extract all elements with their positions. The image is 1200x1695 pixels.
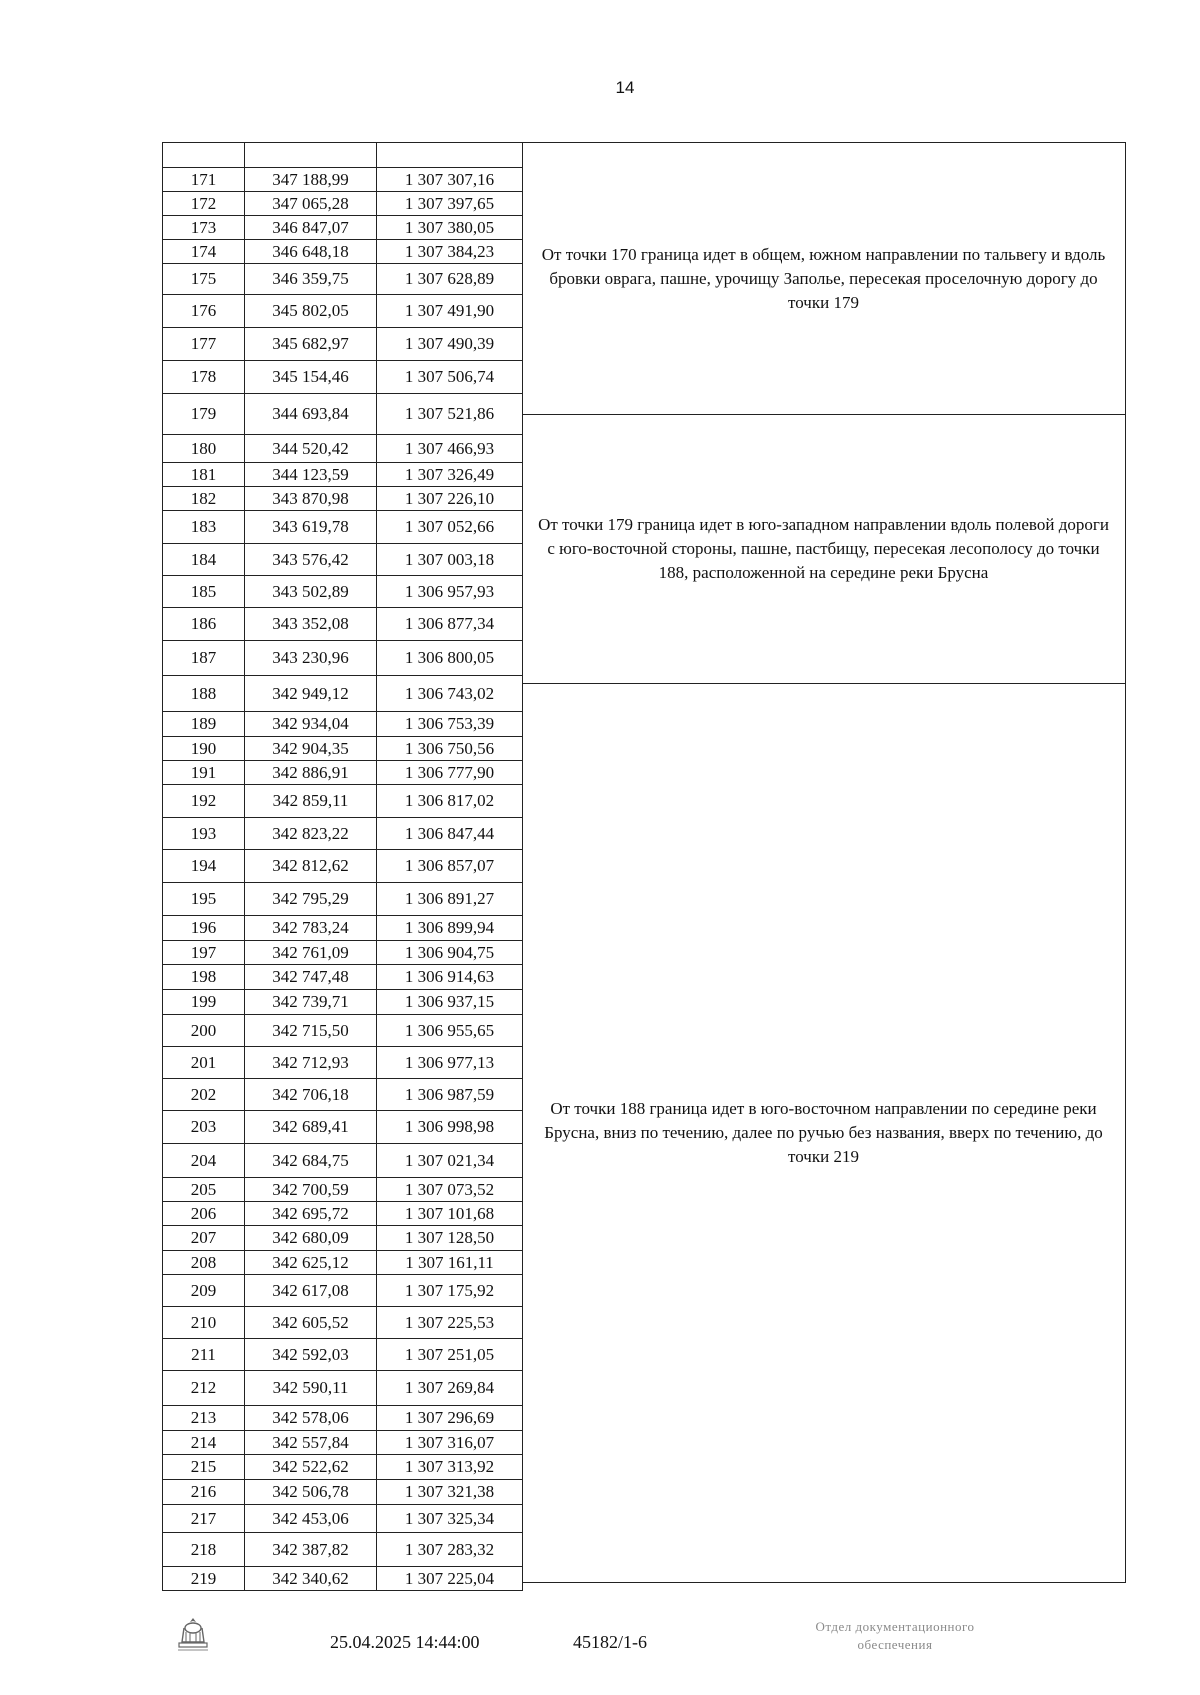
- x-coordinate-cell: 342 522,62: [245, 1455, 377, 1480]
- x-coordinate-cell: 344 520,42: [245, 435, 377, 463]
- x-coordinate-cell: 347 065,28: [245, 192, 377, 216]
- point-number-cell: 191: [163, 761, 245, 785]
- table-row: [163, 1275, 523, 1307]
- footer: [0, 1608, 1200, 1668]
- x-coordinate-cell: 342 578,06: [245, 1406, 377, 1431]
- point-number-cell: 195: [163, 883, 245, 916]
- table-row: [163, 1307, 523, 1339]
- table-row: [163, 916, 523, 941]
- x-coordinate-cell: 342 886,91: [245, 761, 377, 785]
- y-coordinate-cell: 1 307 226,10: [377, 487, 523, 511]
- emblem-icon: [176, 1616, 210, 1654]
- table-row: [163, 1144, 523, 1178]
- y-coordinate-cell: 1 307 490,39: [377, 328, 523, 361]
- y-coordinate-cell: 1 307 316,07: [377, 1431, 523, 1455]
- x-coordinate-cell: 346 847,07: [245, 216, 377, 240]
- point-number-cell: 205: [163, 1178, 245, 1202]
- point-number-cell: 172: [163, 192, 245, 216]
- x-coordinate-cell: 346 359,75: [245, 264, 377, 295]
- x-coordinate-cell: 342 795,29: [245, 883, 377, 916]
- y-coordinate-cell: 1 306 750,56: [377, 737, 523, 761]
- y-coordinate-cell: 1 307 101,68: [377, 1202, 523, 1226]
- point-number-cell: 176: [163, 295, 245, 328]
- table-row: [163, 328, 523, 361]
- x-coordinate-cell: 342 625,12: [245, 1251, 377, 1275]
- x-coordinate-cell: 342 695,72: [245, 1202, 377, 1226]
- point-number-cell: 180: [163, 435, 245, 463]
- table-row: [163, 1371, 523, 1406]
- table-row: [163, 883, 523, 916]
- table-row: [163, 435, 523, 463]
- y-coordinate-cell: 1 307 628,89: [377, 264, 523, 295]
- table-row: [163, 1480, 523, 1505]
- x-coordinate-cell: 342 680,09: [245, 1226, 377, 1251]
- y-coordinate-cell: 1 306 977,13: [377, 1047, 523, 1079]
- table-row: [163, 295, 523, 328]
- x-coordinate-cell: 342 715,50: [245, 1015, 377, 1047]
- x-coordinate-cell: 342 590,11: [245, 1371, 377, 1406]
- table-header-row: [163, 143, 523, 168]
- table-row: [163, 1251, 523, 1275]
- point-number-cell: 183: [163, 511, 245, 544]
- y-coordinate-cell: 1 307 052,66: [377, 511, 523, 544]
- x-coordinate-cell: 342 506,78: [245, 1480, 377, 1505]
- department-stamp-line: Отдел документационного: [815, 1619, 975, 1634]
- table-row: [163, 192, 523, 216]
- y-coordinate-cell: 1 307 521,86: [377, 394, 523, 435]
- table-row: [163, 240, 523, 264]
- point-number-cell: 201: [163, 1047, 245, 1079]
- point-number-cell: 189: [163, 712, 245, 737]
- table-row: [163, 487, 523, 511]
- x-coordinate-cell: 345 682,97: [245, 328, 377, 361]
- point-number-cell: 219: [163, 1567, 245, 1591]
- description-text: От точки 179 граница идет в юго-западном направлении вдоль полевой дороги с юго-восточной стороны, пашне, пастбищу, пересекая лесополосу до точки 188, расположенной на середине реки Брусна: [538, 515, 1109, 582]
- x-coordinate-cell: 346 648,18: [245, 240, 377, 264]
- y-coordinate-cell: 1 306 743,02: [377, 676, 523, 712]
- y-coordinate-cell: 1 306 957,93: [377, 576, 523, 608]
- x-coordinate-cell: 342 739,71: [245, 990, 377, 1015]
- point-number-cell: 204: [163, 1144, 245, 1178]
- x-coordinate-cell: 342 904,35: [245, 737, 377, 761]
- x-coordinate-cell: 342 700,59: [245, 1178, 377, 1202]
- y-coordinate-cell: 1 306 904,75: [377, 941, 523, 965]
- point-number-cell: 217: [163, 1505, 245, 1533]
- table-row: [163, 818, 523, 850]
- point-number-cell: 197: [163, 941, 245, 965]
- point-number-cell: 177: [163, 328, 245, 361]
- y-coordinate-cell: 1 306 753,39: [377, 712, 523, 737]
- y-coordinate-cell: 1 306 891,27: [377, 883, 523, 916]
- x-coordinate-cell: 344 123,59: [245, 463, 377, 487]
- table-row: [163, 965, 523, 990]
- y-coordinate-cell: 1 307 313,92: [377, 1455, 523, 1480]
- table-row: [163, 785, 523, 818]
- x-coordinate-cell: 342 949,12: [245, 676, 377, 712]
- x-coordinate-cell: 342 592,03: [245, 1339, 377, 1371]
- x-coordinate-cell: 342 453,06: [245, 1505, 377, 1533]
- department-stamp: [745, 1618, 1045, 1654]
- table-row: [163, 544, 523, 576]
- registration-date: 25.04.2025 14:44:00: [330, 1632, 480, 1652]
- point-number-cell: 173: [163, 216, 245, 240]
- x-coordinate-cell: 345 802,05: [245, 295, 377, 328]
- x-coordinate-cell: 343 230,96: [245, 641, 377, 676]
- y-coordinate-cell: 1 307 175,92: [377, 1275, 523, 1307]
- table-row: [163, 394, 523, 435]
- table-row: [163, 264, 523, 295]
- y-coordinate-cell: 1 307 397,65: [377, 192, 523, 216]
- description-text: От точки 188 граница идет в юго-восточном направлении по середине реки Брусна, вниз по течению, далее по ручью без названия, вверх по течению, до точки 219: [544, 1099, 1103, 1166]
- page-number: 14: [615, 78, 635, 97]
- table-row: [163, 1505, 523, 1533]
- x-coordinate-cell: 342 934,04: [245, 712, 377, 737]
- department-stamp-line: обеспечения: [857, 1637, 933, 1652]
- point-number-cell: 209: [163, 1275, 245, 1307]
- x-coordinate-cell: 342 689,41: [245, 1111, 377, 1144]
- point-number-cell: 174: [163, 240, 245, 264]
- x-coordinate-cell: 342 706,18: [245, 1079, 377, 1111]
- point-number-cell: 207: [163, 1226, 245, 1251]
- header-cell: [245, 143, 377, 168]
- point-number-cell: 216: [163, 1480, 245, 1505]
- table-row: [163, 576, 523, 608]
- point-number-cell: 214: [163, 1431, 245, 1455]
- x-coordinate-cell: 342 387,82: [245, 1533, 377, 1567]
- y-coordinate-cell: 1 307 466,93: [377, 435, 523, 463]
- x-coordinate-cell: 342 783,24: [245, 916, 377, 941]
- x-coordinate-cell: 342 617,08: [245, 1275, 377, 1307]
- point-number-cell: 199: [163, 990, 245, 1015]
- table-row: [163, 1406, 523, 1431]
- table-row: [163, 941, 523, 965]
- y-coordinate-cell: 1 307 283,32: [377, 1533, 523, 1567]
- y-coordinate-cell: 1 306 857,07: [377, 850, 523, 883]
- table-row: [163, 1015, 523, 1047]
- point-number-cell: 181: [163, 463, 245, 487]
- y-coordinate-cell: 1 307 296,69: [377, 1406, 523, 1431]
- table-row: [163, 641, 523, 676]
- y-coordinate-cell: 1 307 307,16: [377, 168, 523, 192]
- y-coordinate-cell: 1 307 491,90: [377, 295, 523, 328]
- table-row: [163, 1202, 523, 1226]
- table-row: [163, 737, 523, 761]
- x-coordinate-cell: 347 188,99: [245, 168, 377, 192]
- y-coordinate-cell: 1 306 998,98: [377, 1111, 523, 1144]
- y-coordinate-cell: 1 307 161,11: [377, 1251, 523, 1275]
- point-number-cell: 190: [163, 737, 245, 761]
- table-row: [163, 361, 523, 394]
- boundary-description-170-179: [522, 142, 1126, 415]
- point-number-cell: 218: [163, 1533, 245, 1567]
- y-coordinate-cell: 1 307 506,74: [377, 361, 523, 394]
- table-row: [163, 1079, 523, 1111]
- y-coordinate-cell: 1 306 777,90: [377, 761, 523, 785]
- y-coordinate-cell: 1 306 987,59: [377, 1079, 523, 1111]
- header-cell: [377, 143, 523, 168]
- y-coordinate-cell: 1 307 380,05: [377, 216, 523, 240]
- x-coordinate-cell: 342 812,62: [245, 850, 377, 883]
- point-number-cell: 188: [163, 676, 245, 712]
- boundary-description-179-188: [522, 414, 1126, 684]
- table-row: [163, 608, 523, 641]
- y-coordinate-cell: 1 307 128,50: [377, 1226, 523, 1251]
- y-coordinate-cell: 1 307 225,53: [377, 1307, 523, 1339]
- point-number-cell: 196: [163, 916, 245, 941]
- x-coordinate-cell: 342 684,75: [245, 1144, 377, 1178]
- y-coordinate-cell: 1 307 384,23: [377, 240, 523, 264]
- y-coordinate-cell: 1 307 251,05: [377, 1339, 523, 1371]
- y-coordinate-cell: 1 306 955,65: [377, 1015, 523, 1047]
- x-coordinate-cell: 342 859,11: [245, 785, 377, 818]
- table-row: [163, 1339, 523, 1371]
- y-coordinate-cell: 1 307 269,84: [377, 1371, 523, 1406]
- x-coordinate-cell: 342 340,62: [245, 1567, 377, 1591]
- point-number-cell: 215: [163, 1455, 245, 1480]
- y-coordinate-cell: 1 306 937,15: [377, 990, 523, 1015]
- y-coordinate-cell: 1 306 914,63: [377, 965, 523, 990]
- y-coordinate-cell: 1 307 225,04: [377, 1567, 523, 1591]
- x-coordinate-cell: 342 557,84: [245, 1431, 377, 1455]
- point-number-cell: 193: [163, 818, 245, 850]
- point-number-cell: 211: [163, 1339, 245, 1371]
- table-row: [163, 850, 523, 883]
- table-row: [163, 712, 523, 737]
- x-coordinate-cell: 343 619,78: [245, 511, 377, 544]
- x-coordinate-cell: 342 823,22: [245, 818, 377, 850]
- table-row: [163, 990, 523, 1015]
- x-coordinate-cell: 342 761,09: [245, 941, 377, 965]
- point-number-cell: 208: [163, 1251, 245, 1275]
- point-number-cell: 210: [163, 1307, 245, 1339]
- table-row: [163, 1455, 523, 1480]
- table-row: [163, 463, 523, 487]
- point-number-cell: 198: [163, 965, 245, 990]
- table-row: [163, 761, 523, 785]
- table-row: [163, 1533, 523, 1567]
- x-coordinate-cell: 345 154,46: [245, 361, 377, 394]
- x-coordinate-cell: 342 712,93: [245, 1047, 377, 1079]
- point-number-cell: 212: [163, 1371, 245, 1406]
- point-number-cell: 200: [163, 1015, 245, 1047]
- table-row: [163, 1226, 523, 1251]
- x-coordinate-cell: 344 693,84: [245, 394, 377, 435]
- y-coordinate-cell: 1 307 321,38: [377, 1480, 523, 1505]
- point-number-cell: 179: [163, 394, 245, 435]
- point-number-cell: 203: [163, 1111, 245, 1144]
- document-number: 45182/1-6: [573, 1632, 647, 1652]
- y-coordinate-cell: 1 307 003,18: [377, 544, 523, 576]
- y-coordinate-cell: 1 306 800,05: [377, 641, 523, 676]
- point-number-cell: 171: [163, 168, 245, 192]
- table-row: [163, 511, 523, 544]
- x-coordinate-cell: 342 605,52: [245, 1307, 377, 1339]
- point-number-cell: 182: [163, 487, 245, 511]
- point-number-cell: 192: [163, 785, 245, 818]
- y-coordinate-cell: 1 306 899,94: [377, 916, 523, 941]
- y-coordinate-cell: 1 306 847,44: [377, 818, 523, 850]
- coordinates-table: [162, 142, 523, 1591]
- boundary-description-188-219: [522, 683, 1126, 1583]
- point-number-cell: 186: [163, 608, 245, 641]
- x-coordinate-cell: 343 576,42: [245, 544, 377, 576]
- y-coordinate-cell: 1 307 073,52: [377, 1178, 523, 1202]
- table-row: [163, 216, 523, 240]
- y-coordinate-cell: 1 307 325,34: [377, 1505, 523, 1533]
- table-row: [163, 1178, 523, 1202]
- point-number-cell: 185: [163, 576, 245, 608]
- point-number-cell: 202: [163, 1079, 245, 1111]
- point-number-cell: 206: [163, 1202, 245, 1226]
- table-row: [163, 1047, 523, 1079]
- y-coordinate-cell: 1 307 021,34: [377, 1144, 523, 1178]
- point-number-cell: 213: [163, 1406, 245, 1431]
- header-cell: [163, 143, 245, 168]
- table-row: [163, 1567, 523, 1591]
- x-coordinate-cell: 343 502,89: [245, 576, 377, 608]
- table-row: [163, 168, 523, 192]
- x-coordinate-cell: 343 352,08: [245, 608, 377, 641]
- y-coordinate-cell: 1 306 877,34: [377, 608, 523, 641]
- point-number-cell: 194: [163, 850, 245, 883]
- description-text: От точки 170 граница идет в общем, южном направлении по тальвегу и вдоль бровки оврага, пашне, урочищу Заполье, пересекая проселочную дорогу до точки 179: [541, 244, 1106, 312]
- point-number-cell: 175: [163, 264, 245, 295]
- point-number-cell: 178: [163, 361, 245, 394]
- x-coordinate-cell: 342 747,48: [245, 965, 377, 990]
- point-number-cell: 187: [163, 641, 245, 676]
- point-number-cell: 184: [163, 544, 245, 576]
- table-row: [163, 1431, 523, 1455]
- y-coordinate-cell: 1 306 817,02: [377, 785, 523, 818]
- table-row: [163, 1111, 523, 1144]
- table-row: [163, 676, 523, 712]
- y-coordinate-cell: 1 307 326,49: [377, 463, 523, 487]
- x-coordinate-cell: 343 870,98: [245, 487, 377, 511]
